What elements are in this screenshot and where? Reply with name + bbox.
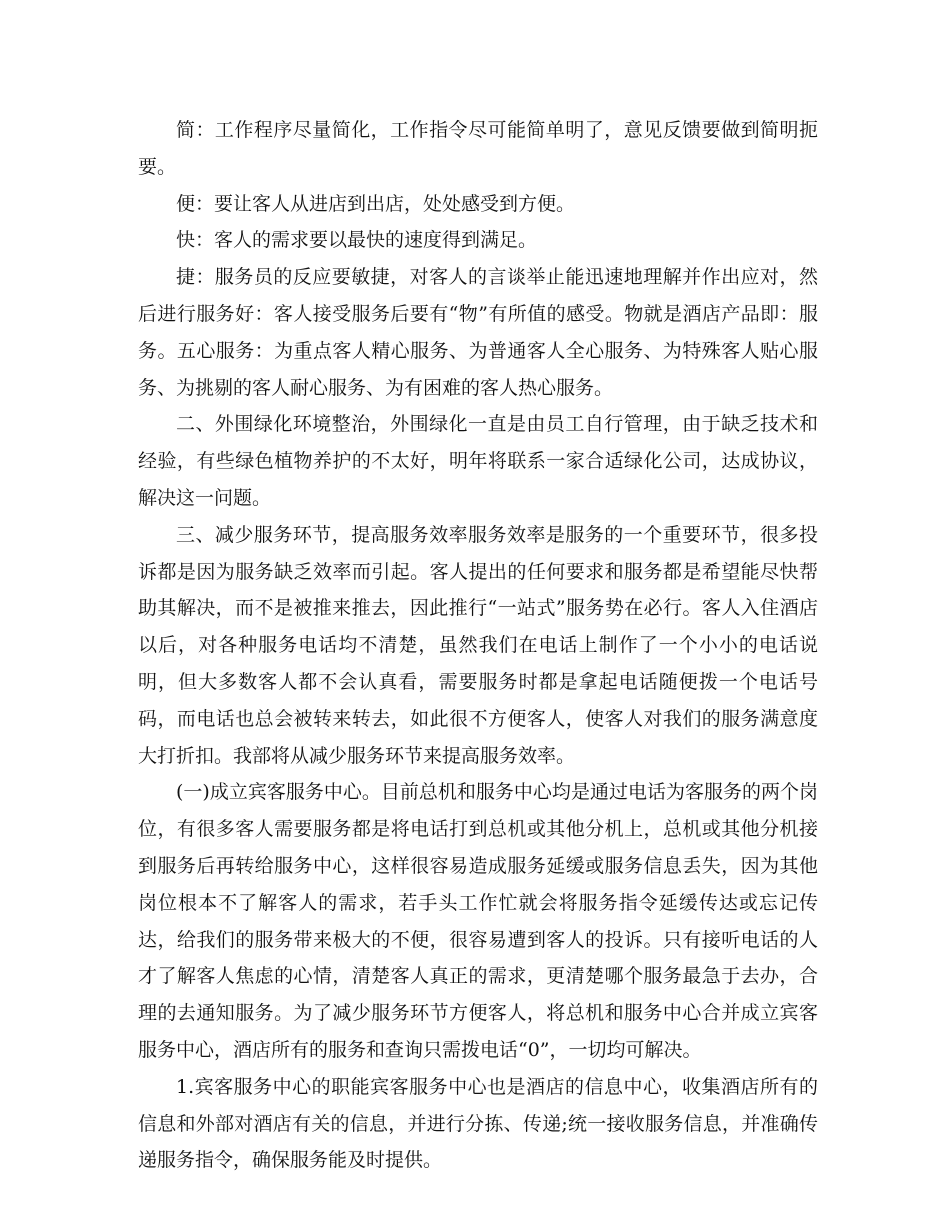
paragraph-subsection-1: (一)成立宾客服务中心。目前总机和服务中心均是通过电话为客服务的两个岗位，有很多客人需要服务都是将电话打到总机或其他分机上，总机或其他分机接到服务后再转给服务中心，这样很容易造成服务延缓或服务信息丢失，因为其他岗位根本不了解客人的需求，若手头工作忙就会将服务指令延缓传达或忘记传达，给我们的服务带来极大的不便，很容易遭到客人的投诉。只有接听电话的人才了解客人焦虑的心情，清楚客人真正的需求，更清楚哪个服务最急于去办，合理的去通知服务。为了减少服务环节方便客人，将总机和服务中心合并成立宾客服务中心，酒店所有的服务和查询只需拨电话“0”，一切均可解决。 [138, 781, 818, 1061]
paragraph-section-3: 三、减少服务环节，提高服务效率服务效率是服务的一个重要环节，很多投诉都是因为服务缺乏效率而引起。客人提出的任何要求和服务都是希望能尽快帮助其解决，而不是被推来推去，因此推行“一站式”服务势在必行。客人入住酒店以后，对各种服务电话均不清楚，虽然我们在电话上制作了一个小小的电话说明，但大多数客人都不会认真看，需要服务时都是拿起电话随便拨一个电话号码，而电话也总会被转来转去，如此很不方便客人，使客人对我们的服务满意度大打折扣。我部将从减少服务环节来提高服务效率。 [138, 523, 818, 767]
paragraph-item-1: 1.宾客服务中心的职能宾客服务中心也是酒店的信息中心，收集酒店所有的信息和外部对酒店有关的信息，并进行分拣、传递;统一接收服务信息，并准确传递服务指令，确保服务能及时提供。 [138, 1075, 818, 1172]
paragraph-bian: 便：要让客人从进店到出店，处处感受到方便。 [176, 192, 576, 215]
paragraph-jian: 简：工作程序尽量简化，工作指令尽可能简单明了，意见反馈要做到简明扼要。 [138, 119, 818, 178]
paragraph-jie: 捷：服务员的反应要敏捷，对客人的言谈举止能迅速地理解并作出应对，然后进行服务好：客人接受服务后要有“物”有所值的感受。物就是酒店产品即：服务。五心服务：为重点客人精心服务、为普通客人全心服务、为特殊客人贴心服务、为挑剔的客人耐心服务、为有困难的客人热心服务。 [138, 266, 818, 399]
paragraph-kuai: 快：客人的需求要以最快的速度得到满足。 [176, 229, 538, 252]
document-body [138, 112, 818, 1179]
paragraph-section-2: 二、外围绿化环境整治，外围绿化一直是由员工自行管理，由于缺乏技术和经验，有些绿色植物养护的不太好，明年将联系一家合适绿化公司，达成协议，解决这一问题。 [138, 413, 818, 509]
